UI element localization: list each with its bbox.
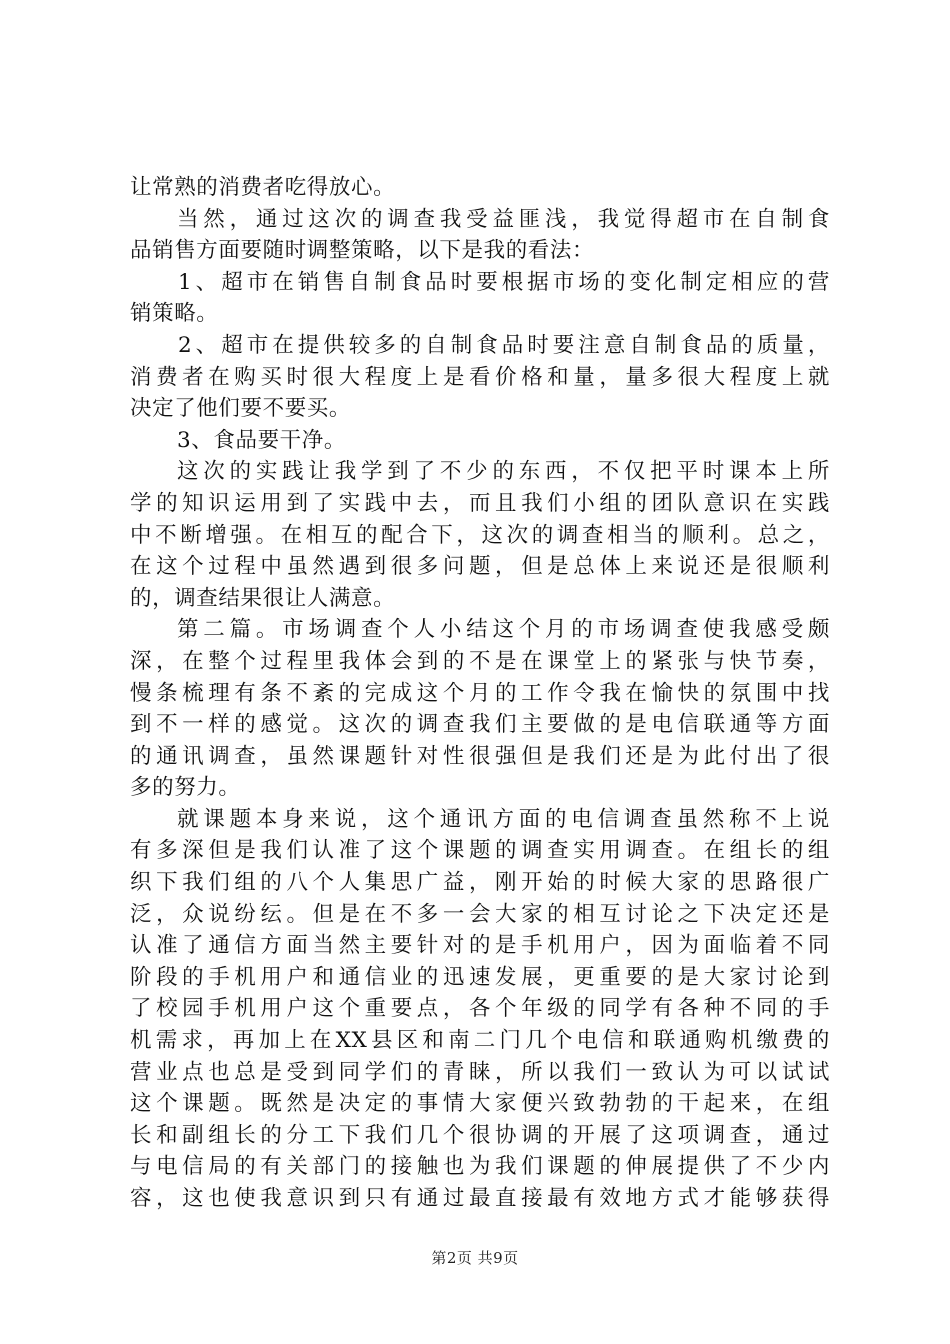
page-number-label: 第2页 共9页 <box>431 1249 519 1267</box>
text-line: 中不断增强。在相互的配合下，这次的调查相当的顺利。总之， <box>130 522 830 548</box>
text-line: 营业点也总是受到同学们的青睐，所以我们一致认为可以试试 <box>130 1059 830 1085</box>
text-line: 1、超市在销售自制食品时要根据市场的变化制定相应的营 <box>178 269 830 295</box>
text-line: 多的努力。 <box>130 775 241 801</box>
text-line: 3、食品要干净。 <box>177 427 346 453</box>
text-line: 到不一样的感觉。这次的调查我们主要做的是电信联通等方面 <box>130 712 830 738</box>
text-line: 的，调查结果很让人满意。 <box>130 585 396 611</box>
document-body <box>130 172 830 1215</box>
text-line: 机需求，再加上在XX县区和南二门几个电信和联通购机缴费的 <box>130 1028 830 1054</box>
text-line: 在这个过程中虽然遇到很多问题，但是总体上来说还是很顺利 <box>130 554 830 580</box>
text-line: 阶段的手机用户和通信业的迅速发展，更重要的是大家讨论到 <box>130 964 830 990</box>
text-line: 就课题本身来说，这个通讯方面的电信调查虽然称不上说 <box>177 806 830 832</box>
text-line: 长和副组长的分工下我们几个很协调的开展了这项调查，通过 <box>130 1122 830 1148</box>
text-line: 销策略。 <box>130 301 219 327</box>
text-line: 当然，通过这次的调查我受益匪浅，我觉得超市在自制食 <box>177 206 830 232</box>
text-line: 2、超市在提供较多的自制食品时要注意自制食品的质量， <box>178 332 830 358</box>
text-line: 消费者在购买时很大程度上是看价格和量，量多很大程度上就 <box>130 364 830 390</box>
text-line: 与电信局的有关部门的接触也为我们课题的伸展提供了不少内 <box>130 1154 830 1180</box>
text-line: 这次的实践让我学到了不少的东西，不仅把平时课本上所 <box>177 459 830 485</box>
text-line: 认准了通信方面当然主要针对的是手机用户，因为面临着不同 <box>130 933 830 959</box>
text-line: 泛，众说纷纭。但是在不多一会大家的相互讨论之下决定还是 <box>130 901 830 927</box>
text-line: 慢条梳理有条不紊的完成这个月的工作令我在愉快的氛围中找 <box>130 680 830 706</box>
text-line: 决定了他们要不要买。 <box>130 396 352 422</box>
text-line: 了校园手机用户这个重要点，各个年级的同学有各种不同的手 <box>130 996 830 1022</box>
text-line: 有多深但是我们认准了这个课题的调查实用调查。在组长的组 <box>130 838 830 864</box>
text-line: 品销售方面要随时调整策略，以下是我的看法： <box>130 238 595 264</box>
text-line: 学的知识运用到了实践中去，而且我们小组的团队意识在实践 <box>130 490 830 516</box>
text-line: 让常熟的消费者吃得放心。 <box>130 175 396 200</box>
text-line: 的通讯调查，虽然课题针对性很强但是我们还是为此付出了很 <box>130 743 830 769</box>
text-line: 织下我们组的八个人集思广益，刚开始的时候大家的思路很广 <box>130 870 830 896</box>
text-line: 容，这也使我意识到只有通过最直接最有效地方式才能够获得 <box>130 1186 830 1211</box>
page-footer <box>0 1247 950 1268</box>
text-line: 深，在整个过程里我体会到的不是在课堂上的紧张与快节奏， <box>130 648 830 674</box>
text-line: 这个课题。既然是决定的事情大家便兴致勃勃的干起来，在组 <box>130 1091 830 1117</box>
text-line: 第二篇。市场调查个人小结这个月的市场调查使我感受颇 <box>177 617 830 643</box>
